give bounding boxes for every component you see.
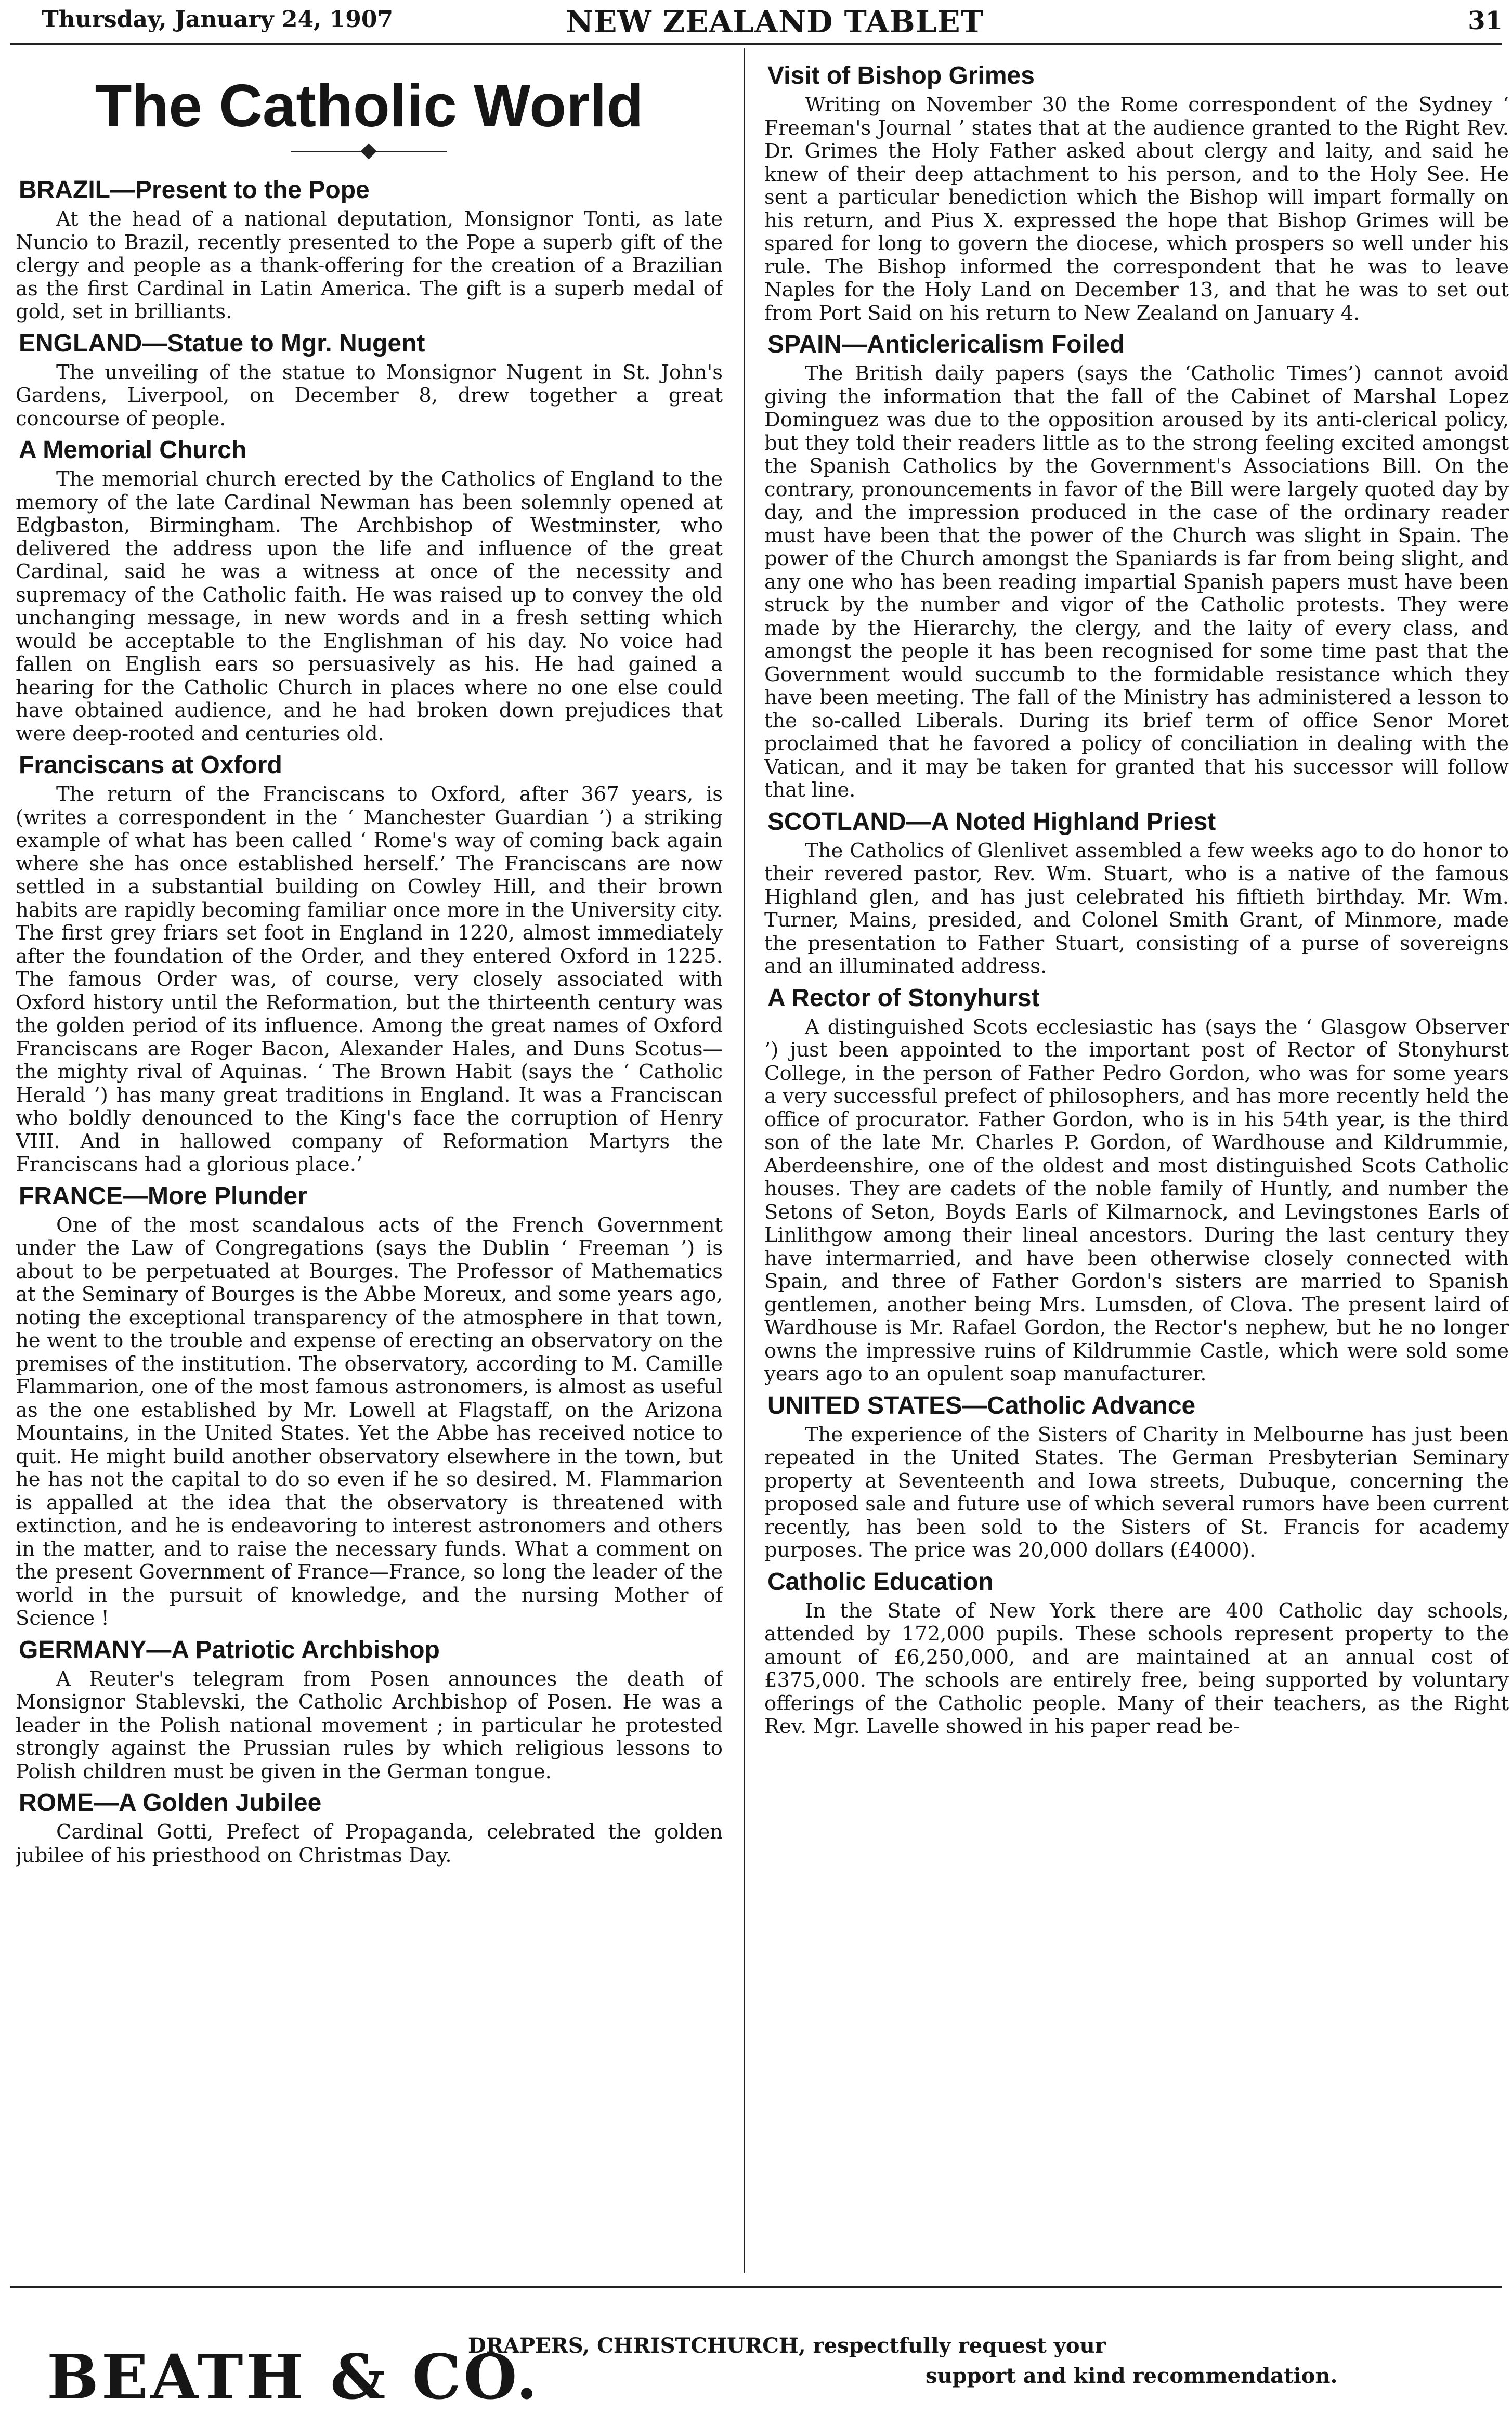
article-brazil (16, 176, 723, 324)
article-paragraph: Cardinal Gotti, Prefect of Propaganda, celebrated the golden jubilee of his priesthood on Christmas Day. (16, 1820, 723, 1867)
article-heading: ROME—A Golden Jubilee (19, 1789, 322, 1817)
article-paragraph: A Reuter's telegram from Posen announces the death of Monsignor Stablevski, the Catholic Archbishop of Posen. He was a leader in the Polish national movement ; in particular he protested strongly against the Prussian rules by which religious lessons to Polish children must be given in the German tongue. (16, 1667, 723, 1783)
page-number: 31 (1468, 6, 1503, 35)
article-paragraph: The return of the Franciscans to Oxford, after 367 years, is (writes a correspondent in the ‘ Manchester Guardian ’) a striking example of what has been called ‘ Rome's way of coming back again where she has once established herself.’ The Franciscans are now settled in a substantial building on Cowley Hill, and their brown habits are rapidly becoming familiar once more in the University city. The first grey friars set foot in England in 1220, almost immediately after the foundation of the Order, and they entered Oxford in 1225. The famous Order was, of course, very closely associated with Oxford history until the Reformation, but the thirteenth century was the golden period of its influence. Among the great names of Oxford Franciscans are Roger Bacon, Alexander Hales, and Duns Scotus—the mighty rival of Aquinas. ‘ The Brown Habit (says the ‘ Catholic Herald ’) has many great traditions in England. It was a Franciscan who boldly denounced to the King's face the corruption of Henry VIII. And in hallowed company of Reformation Martyrs the Franciscans had a glorious place.’ (16, 783, 723, 1176)
article-united-states (764, 1391, 1509, 1562)
newspaper-title: NEW ZEALAND TABLET (566, 4, 984, 40)
article-heading: A Rector of Stonyhurst (767, 984, 1040, 1012)
article-heading: FRANCE—More Plunder (19, 1182, 307, 1210)
page-header (31, 4, 1512, 38)
article-heading: UNITED STATES—Catholic Advance (767, 1391, 1196, 1419)
article-memorial-church (16, 436, 723, 746)
article-scotland (764, 807, 1509, 979)
article-catholic-education (764, 1568, 1509, 1739)
article-stonyhurst (764, 984, 1509, 1386)
advertisement-footer (0, 2309, 1512, 2425)
article-paragraph: Writing on November 30 the Rome correspondent of the Sydney ‘ Freeman's Journal ’ states that at the audience granted to the Right Rev. Dr. Grimes the Holy Father asked about clergy and laity, and said he knew of their deep attachment to his person, and to the Holy See. He sent a particular benediction which the Bishop will impart formally on his return, and Pius X. expressed the hope that Bishop Grimes will be spared for long to govern the diocese, which prospers so well under his rule. The Bishop informed the correspondent that he was to leave Naples for the Holy Land on December 13, and that he was to set out from Port Said on his return to New Zealand on January 4. (764, 93, 1509, 325)
article-england (16, 329, 723, 431)
section-title: The Catholic World (95, 72, 644, 139)
article-paragraph: A distinguished Scots ecclesiastic has (says the ‘ Glasgow Observer ’) just been appointed to the important post of Rector of Stonyhurst College, in the person of Father Pedro Gordon, who was for some years a very successful prefect of philosophers, and has more recently held the office of procurator. Father Gordon, who is in his 54th year, is the third son of the late Mr. Charles P. Gordon, of Wardhouse and Kildrummie, Aberdeenshire, one of the oldest and most distinguished Scots Catholic houses. They are cadets of the noble family of Huntly, and number the Setons of Seton, Boyds Earls of Kilmarnock, and Levingstones Earls of Linlithgow among their lineal ancestors. During the last century they have intermarried, and have been otherwise closely connected with Spain, and three of Father Gordon's sisters are married to Spanish gentlemen, another being Mrs. Lumsden, of Clova. The present laird of Wardhouse is Mr. Rafael Gordon, the Rector's nephew, but he no longer owns the impressive ruins of Kildrummie Castle, which were sold some years ago to an opulent soap manufacturer. (764, 1015, 1509, 1386)
article-paragraph: At the head of a national deputation, Monsignor Tonti, as late Nuncio to Brazil, recently presented to the Pope a superb gift of the clergy and people as a thank-offering for the creation of a Brazilian as the first Cardinal in Latin America. The gift is a superb medal of gold, set in brilliants. (16, 207, 723, 323)
right-column (764, 61, 1509, 2260)
article-spain (764, 330, 1509, 802)
article-franciscans (16, 751, 723, 1177)
advertisement-line-2: support and kind recommendation. (926, 2364, 1338, 2388)
article-heading: Visit of Bishop Grimes (767, 62, 1035, 89)
column-divider (744, 48, 745, 2273)
article-heading: GERMANY—A Patriotic Archbishop (19, 1636, 440, 1664)
issue-date: Thursday, January 24, 1907 (42, 6, 394, 33)
article-paragraph: The Catholics of Glenlivet assembled a few weeks ago to do honor to their revered pastor, Rev. Wm. Stuart, who is a native of the famous Highland glen, and has just celebrated his fiftieth birthday. Mr. Wm. Turner, Mains, presided, and Colonel Smith Grant, of Minmore, made the presentation to Father Stuart, consisting of a purse of sovereigns and an illuminated address. (764, 839, 1509, 978)
article-heading: BRAZIL—Present to the Pope (19, 176, 370, 204)
article-paragraph: The unveiling of the statue to Monsignor Nugent in St. John's Gardens, Liverpool, on December 8, drew together a great concourse of people. (16, 360, 723, 431)
article-paragraph: The experience of the Sisters of Charity in Melbourne has just been repeated in the United States. The German Presbyterian Seminary property at Seventeenth and Iowa streets, Dubuque, concerning the proposed sale and future use of which several rumors have been current recently, has been sold to the Sisters of St. Francis for academy purposes. The price was 20,000 dollars (£4000). (764, 1423, 1509, 1562)
article-germany (16, 1636, 723, 1784)
article-heading: Franciscans at Oxford (19, 751, 282, 779)
header-rule (10, 43, 1502, 45)
title-ornament (16, 139, 723, 171)
article-rome (16, 1789, 723, 1867)
article-bishop-grimes (764, 61, 1509, 325)
article-paragraph: The memorial church erected by the Catholics of England to the memory of the late Cardinal Newman has been solemnly opened at Edgbaston, Birmingham. The Archbishop of Westminster, who delivered the address upon the life and influence of the great Cardinal, said he was a witness at once of the necessity and supremacy of the Catholic faith. He was raised up to convey the old unchanging message, in new words and in a fresh setting which would be acceptable to the Englishman of his day. No voice had fallen on English ears so persuasively as his. He had gained a hearing for the Catholic Church in places where no one else could have obtained audience, and he had broken down prejudices that were deep-rooted and centuries old. (16, 467, 723, 746)
article-paragraph: One of the most scandalous acts of the French Government under the Law of Congregations (says the Dublin ‘ Freeman ’) is about to be perpetuated at Bourges. The Professor of Mathematics at the Seminary of Bourges is the Abbe Moreux, and some years ago, noting the exceptional transparency of the atmosphere in that town, he went to the trouble and expense of erecting an observatory on the premises of the institution. The observatory, according to M. Camille Flammarion, one of the most famous astronomers, is almost as useful as the one established by Mr. Lowell at Flagstaff, on the Arizona Mountains, in the United States. Yet the Abbe has received notice to quit. He might build another observatory elsewhere in the town, but he has not the capital to do so even if he so desired. M. Flammarion is appalled at the idea that the observatory is threatened with extinction, and he is endeavoring to interest astronomers and others in the matter, and to raise the necessary funds. What a comment on the present Government of France—France, so long the leader of the world in the pursuit of knowledge, and the nursing Mother of Science ! (16, 1213, 723, 1630)
article-heading: ENGLAND—Statue to Mgr. Nugent (19, 329, 425, 357)
article-paragraph: The British daily papers (says the ‘Catholic Times’) cannot avoid giving the information that the fall of the Cabinet of Marshal Lopez Dominguez was due to the opposition aroused by its anti-clerical policy, but they told their readers little as to the strong feeling excited amongst the Spanish Catholics by the Government's Associations Bill. On the contrary, pronouncements in favor of the Bill were largely quoted day by day, and the impression produced in the case of the ordinary reader must have been that the power of the Church was slight in Spain. The power of the Church amongst the Spaniards is far from being slight, and any one who has been reading impartial Spanish papers must have been struck by the number and vigor of the Catholic protests. They were made by the Hierarchy, the clergy, and the laity of every class, and amongst the people it has been recognised for some time past that the Government would succumb to the formidable resistance which they have been meeting. The fall of the Ministry has administered a lesson to the so-called Liberals. During its brief term of office Senor Moret proclaimed that he favored a policy of conciliation in dealing with the Vatican, and it may be taken for granted that his successor will follow that line. (764, 362, 1509, 802)
left-column (16, 61, 723, 2260)
article-france (16, 1182, 723, 1631)
article-heading: SPAIN—Anticlericalism Foiled (767, 331, 1125, 358)
advertisement-line-1: DRAPERS, CHRISTCHURCH, respectfully request your (468, 2333, 1106, 2358)
advertiser-name: BEATH & CO. (47, 2341, 540, 2413)
article-heading: SCOTLAND—A Noted Highland Priest (767, 807, 1216, 836)
article-heading: Catholic Education (767, 1568, 994, 1596)
article-heading: A Memorial Church (19, 436, 247, 464)
article-paragraph: In the State of New York there are 400 Catholic day schools, attended by 172,000 pupils. These schools represent property to the amount of £6,250,000, and are maintained at an annual cost of £375,000. The schools are entirely free, being supported by voluntary offerings of the Catholic people. Many of their teachers, as the Right Rev. Mgr. Lavelle showed in his paper read be- (764, 1599, 1509, 1738)
footer-rule (10, 2286, 1502, 2288)
